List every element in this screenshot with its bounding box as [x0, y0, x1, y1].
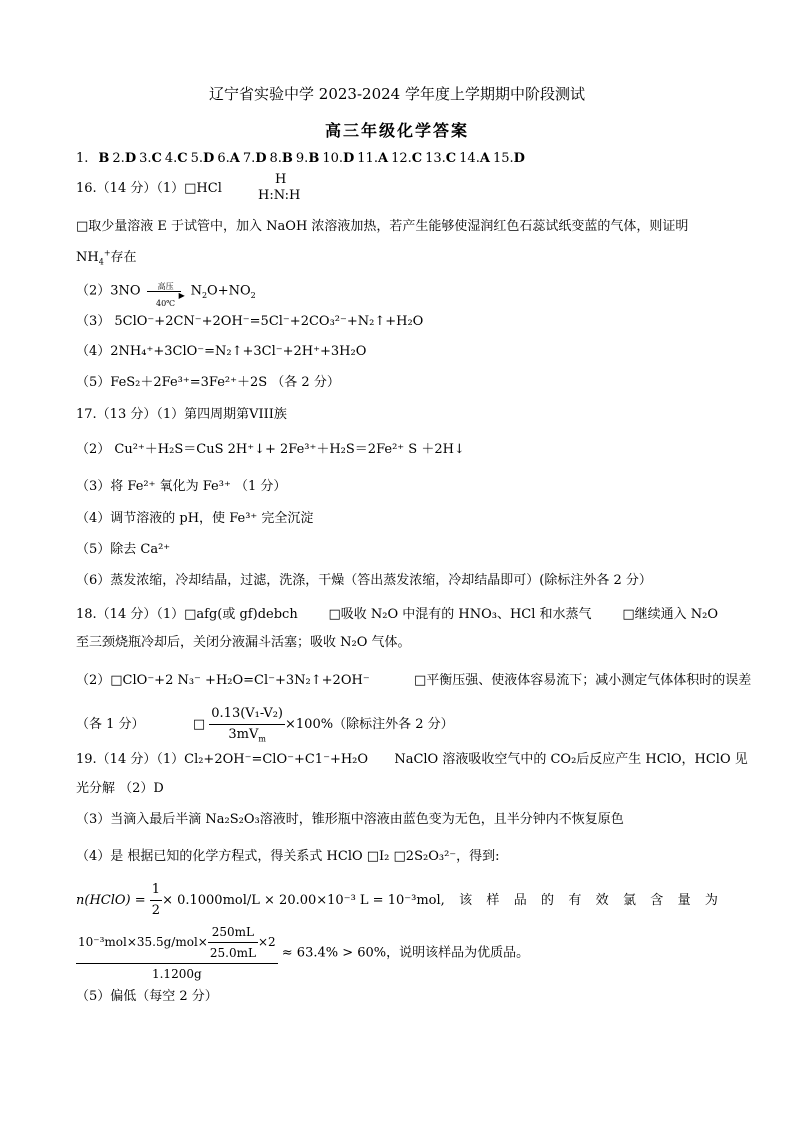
spaced-word: 氯	[622, 892, 636, 908]
mc-answer: 13.C	[425, 151, 457, 166]
q18-l1a: 18.（14 分）（1）□afg(或 gf)debch	[76, 607, 298, 622]
q18-line-4	[76, 704, 454, 745]
q19-line-4: （4）是 根据已知的化学方程式，得关系式 HClO □I₂ □2S₂O₃²⁻，得到:	[76, 849, 500, 864]
mc-answer: 14.A	[459, 151, 490, 166]
q19-l1a: 19.（14 分）（1）Cl₂+2OH⁻=ClO⁻+C1⁻+H₂O	[76, 752, 369, 767]
q18-l1b: □吸收 N₂O 中混有的 HNO₃、HCl 和水蒸气	[328, 607, 592, 622]
mc-answer: 11.A	[357, 151, 389, 166]
q16-head: 16.（14 分）（1）	[76, 181, 185, 196]
nh4-sup: +	[103, 248, 111, 258]
nh4-exists: 存在	[110, 250, 137, 265]
half-fraction: $\frac{1}{2}$	[151, 882, 161, 918]
q18-line-3	[76, 672, 751, 690]
q18-l4c: ×100%（除标注外各 2 分）	[285, 717, 454, 732]
q16-line-2: □取少量溶液 E 于试管中，加入 NaOH 浓溶液加热，若产生能够使湿润红色石蕊试纸变蓝的气体，则证明	[76, 219, 689, 234]
mc-answer: 6.A	[217, 151, 240, 166]
q19-line-3: （3）当滴入最后半滴 Na₂S₂O₃溶液时，锥形瓶中溶液由蓝色变为无色，且半分钟内不恢复原色	[76, 812, 624, 827]
q16-part-3: （3） 5ClO⁻+2CN⁻+2OH⁻=5Cl⁻+2CO₃²⁻+N₂↑+H₂O	[76, 314, 424, 329]
spaced-word: 有	[568, 892, 582, 908]
q19-calc: n(HClO) = $\frac{1}{2}$ × 0.1000mol/L × 20.00×10⁻³ L = 10⁻³mol	[76, 880, 441, 921]
mc-answers-line	[76, 150, 528, 168]
chlorine-denominator: 1.1200g	[151, 967, 202, 981]
nh4-sub: 4	[98, 257, 104, 267]
reaction-arrow: 高压 ▶ 40℃	[145, 282, 187, 300]
document-title: 辽宁省实验中学 2023-2024 学年度上学期期中阶段测试	[209, 85, 585, 103]
q19-line-6	[76, 922, 529, 984]
mc-answer: 7.D	[242, 151, 267, 166]
q19-line-1	[76, 751, 748, 769]
mc-answer: 10.D	[322, 151, 355, 166]
q16-part-4: （4）2NH₄⁺+3ClO⁻=N₂↑+3Cl⁻+2H⁺+3H₂O	[76, 344, 367, 359]
q18-l3b: □平衡压强、使液体容易流下；减小测定气体体积时的误差	[413, 673, 752, 688]
document-subtitle: 高三年级化学答案	[324, 121, 469, 140]
mc-answer: 3.C	[139, 151, 162, 166]
yield-denominator: $3mV_m$	[228, 727, 266, 744]
mc-answer: 8.B	[269, 151, 293, 166]
nh4-text: NH	[76, 250, 99, 265]
q17-part-3: （3）将 Fe²⁺ 氧化为 Fe³⁺ （1 分）	[76, 479, 287, 494]
q19-l1b: NaClO 溶液吸收空气中的 CO₂后反应产生 HClO，HClO 见	[394, 752, 748, 767]
yield-fraction	[209, 704, 285, 745]
yield-numerator: 0.13(V₁-V₂)	[209, 704, 285, 725]
spaced-word: 该	[459, 892, 473, 908]
volume-fraction: $\frac{250mL}{25.0mL}$	[208, 922, 258, 963]
chlorine-content-fraction	[76, 922, 278, 984]
q18-l4a: （各 1 分）	[76, 717, 145, 732]
q16-part-5: （5）FeS₂＋2Fe³⁺=3Fe²⁺＋2S （各 2 分）	[76, 375, 340, 390]
q17-part-5: （5）除去 Ca²⁺	[76, 542, 171, 557]
spaced-word: 的	[541, 892, 555, 908]
q16-p2-rest: O+NO	[207, 283, 251, 299]
mc-answer: 4.C	[164, 151, 188, 166]
spaced-word: 量	[677, 892, 691, 908]
mc-answer: 2.D	[112, 151, 137, 166]
q16-line-3	[76, 249, 137, 267]
q17-part-2: （2） Cu²⁺＋H₂S＝CuS 2H⁺↓+ 2Fe³⁺＋H₂S＝2Fe²⁺ S ＋2H↓	[76, 442, 465, 457]
chlorine-numerator: 10⁻³mol×35.5g/mol× $\frac{250mL}{25.0mL}$ ×2	[76, 922, 278, 964]
lewis-row: H:N:H	[258, 188, 301, 203]
spaced-word: 含	[650, 892, 664, 908]
q19-part-5: （5）偏低（每空 2 分）	[76, 989, 218, 1004]
q17-part-6: （6）蒸发浓缩，冷却结晶，过滤，洗涤，干燥（答出蒸发浓缩，冷却结晶即可）(除标注外各 2 分）	[76, 573, 652, 588]
mc-answer: 1. B	[76, 151, 110, 166]
q19-line-2: 光分解 （2）D	[76, 781, 164, 796]
q19-words	[441, 891, 718, 911]
spaced-word: 效	[595, 892, 609, 908]
mc-answer: 12.C	[391, 151, 423, 166]
q19-result: ≈ 63.4% > 60%	[281, 945, 387, 961]
q18-l3a: （2）□ClO⁻+2 N₃⁻ +H₂O=Cl⁻+3N₂↑+2OH⁻	[76, 673, 370, 688]
spaced-word: 样	[486, 892, 500, 908]
spaced-word: ,	[440, 892, 445, 908]
q16-p2-n: N	[190, 283, 202, 299]
q18-line-1	[76, 603, 718, 622]
q16-part-2: （2）3NO 高压 ▶ 40℃ $N_2O+NO_2$	[76, 282, 256, 301]
spaced-word: 为	[704, 892, 718, 908]
q16-marker: □	[184, 181, 197, 196]
q18-line-2: 至三颈烧瓶冷却后，关闭分液漏斗活塞；吸收 N₂O 气体。	[76, 635, 411, 650]
q19-line-5	[76, 880, 718, 921]
arrow-condition-top: 高压	[157, 282, 174, 291]
q18-l4b: □	[192, 717, 206, 732]
q16-line-1	[76, 180, 222, 198]
q19-conclusion: ，说明该样品为优质品。	[386, 945, 530, 961]
q18-l1c: □继续通入 N₂O	[622, 607, 718, 622]
arrow-condition-bottom: 40℃	[156, 299, 176, 308]
q17-head: 17.（13 分）（1）第四周期第VIII族	[76, 407, 287, 422]
q16-hcl: HCl	[196, 181, 222, 196]
spaced-word: 品	[513, 892, 527, 908]
lewis-top-h: H	[275, 172, 287, 187]
mc-answer: 9.B	[295, 151, 320, 166]
q17-part-4: （4）调节溶液的 pH，使 Fe³⁺ 完全沉淀	[76, 511, 314, 526]
mc-answer: 15.D	[492, 151, 525, 166]
q16-p2-reactant: （2）3NO	[76, 283, 141, 299]
mc-answer: 5.D	[190, 151, 215, 166]
